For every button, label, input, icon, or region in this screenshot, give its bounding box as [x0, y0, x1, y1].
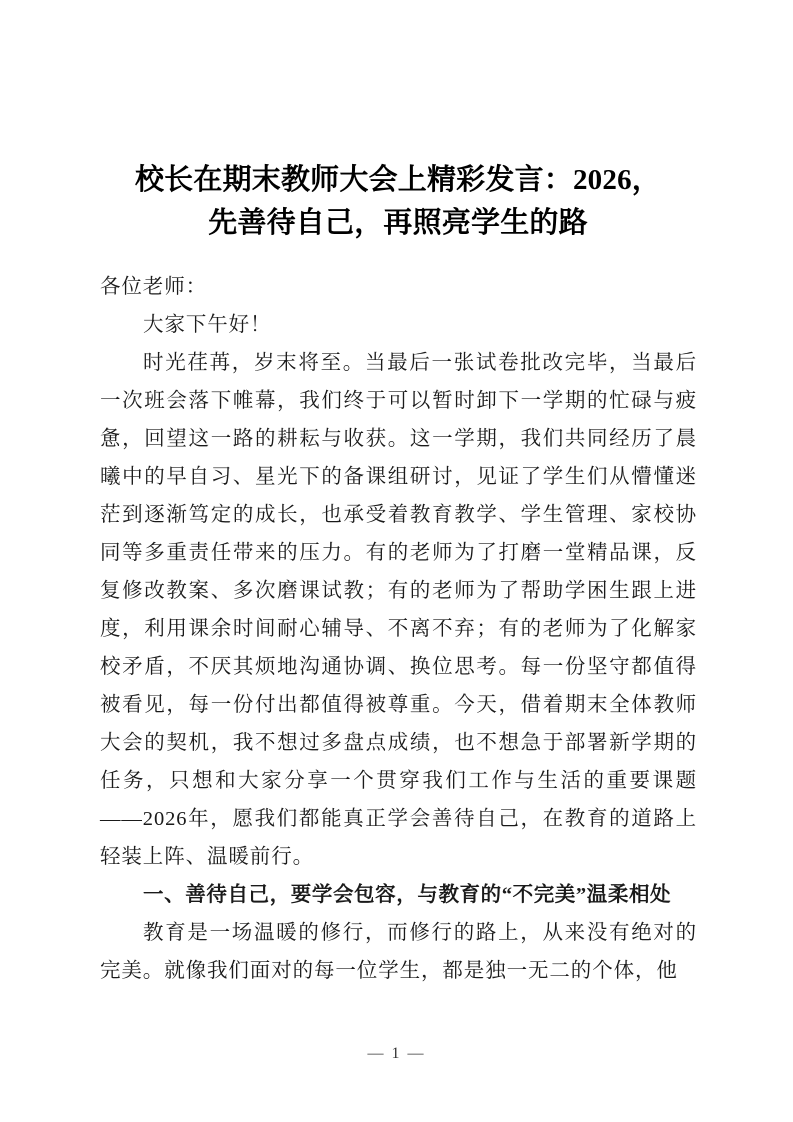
document-body	[100, 268, 697, 990]
page-title-line-1: 校长在期末教师大会上精彩发言：2026，	[134, 164, 661, 197]
paragraph-salutation: 各位老师：	[100, 276, 207, 298]
page-title-line-2: 先善待自己，再照亮学生的路	[208, 207, 588, 240]
page-number-footer: — 1 —	[367, 1045, 426, 1062]
page-title	[100, 159, 696, 245]
paragraph-section-1-body: 教育是一场温暖的修行，而修行的路上，从来没有绝对的完美。就像我们面对的每一位学生，都是独一无二的个体，他	[100, 922, 697, 982]
section-heading-1: 一、善待自己，要学会包容，与教育的“不完美”温柔相处	[143, 884, 672, 906]
paragraph-opening-body: 时光荏苒，岁末将至。当最后一张试卷批改完毕，当最后一次班会落下帷幕，我们终于可以暂时卸下一学期的忙碌与疲惫，回望这一路的耕耘与收获。这一学期，我们共同经历了晨曦中的早自习、星光下的备课组研讨，见证了学生们从懵懂迷茫到逐渐笃定的成长，也承受着教育教学、学生管理、家校协同等多重责任带来的压力。有的老师为了打磨一堂精品课，反复修改教案、多次磨课试教；有的老师为了帮助学困生跟上进度，利用课余时间耐心辅导、不离不弃；有的老师为了化解家校矛盾，不厌其烦地沟通协调、换位思考。每一份坚守都值得被看见，每一份付出都值得被尊重。今天，借着期末全体教师大会的契机，我不想过多盘点成绩，也不想急于部署新学期的任务，只想和大家分享一个贯穿我们工作与生活的重要课题——2026年，愿我们都能真正学会善待自己，在教育的道路上轻装上阵、温暖前行。	[100, 352, 697, 868]
paragraph-greeting: 大家下午好！	[143, 314, 272, 336]
